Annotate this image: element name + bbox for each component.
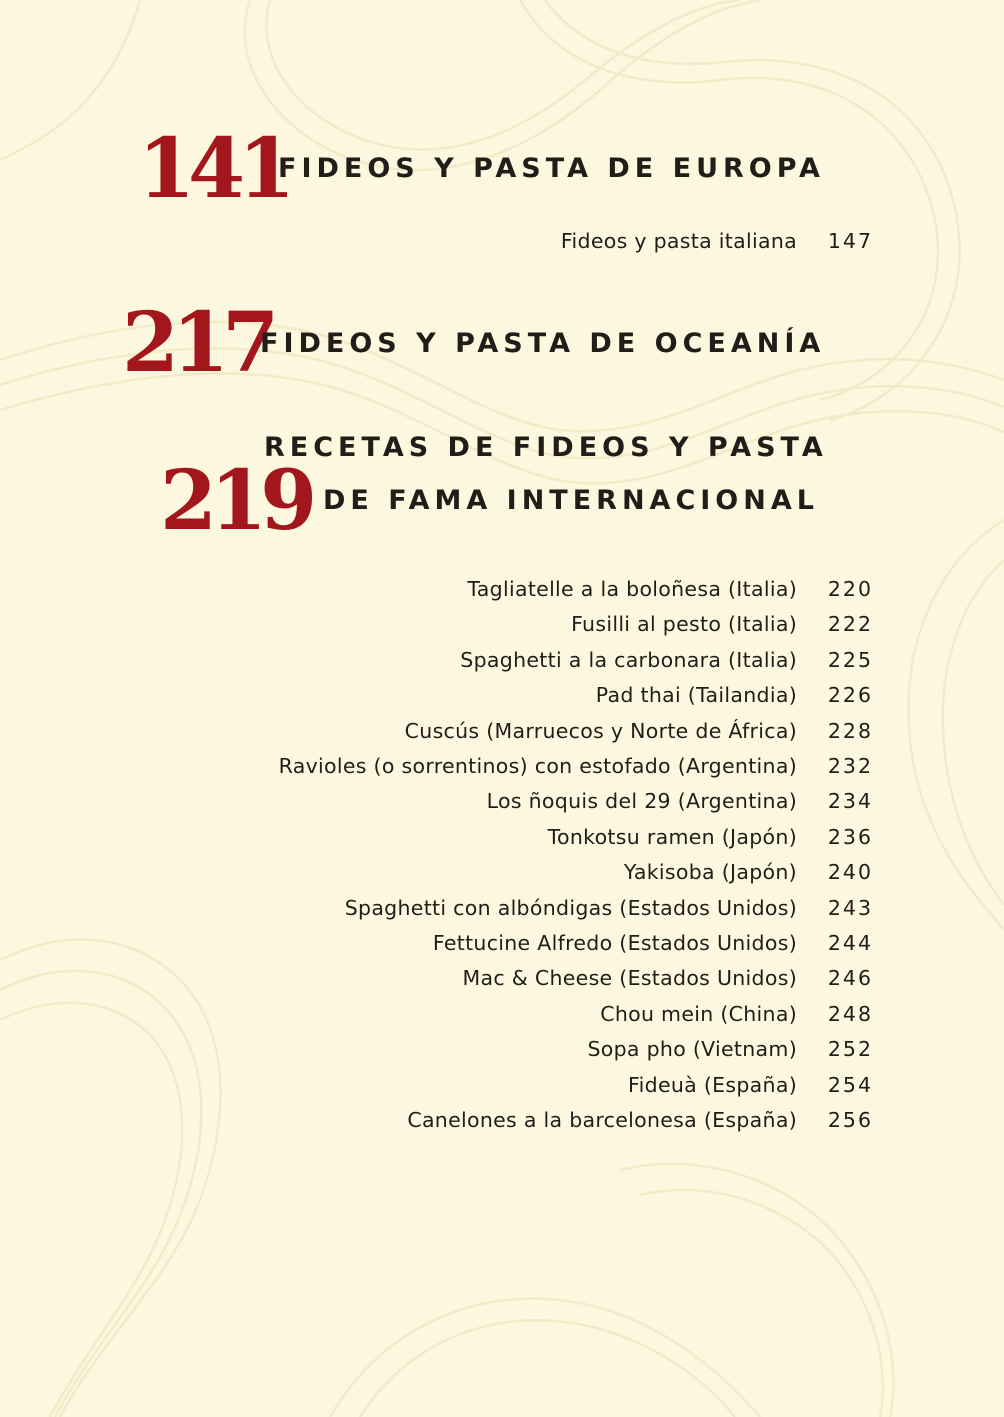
toc-entry-page: 246 <box>827 966 873 990</box>
toc-entry[interactable] <box>433 928 873 958</box>
section-title: FIDEOS Y PASTA DE OCEANÍA <box>260 328 826 359</box>
toc-entry-label: Mac & Cheese (Estados Unidos) <box>462 966 797 990</box>
toc-entry-page: 252 <box>827 1037 873 1061</box>
toc-entry-label: Tonkotsu ramen (Japón) <box>547 825 797 849</box>
toc-entry-label: Tagliatelle a la boloñesa (Italia) <box>467 577 797 601</box>
toc-entry-label: Spaghetti con albóndigas (Estados Unidos) <box>344 896 797 920</box>
toc-entry-label: Fideos y pasta italiana <box>560 229 797 253</box>
toc-entry[interactable] <box>624 857 873 887</box>
toc-entry[interactable] <box>600 999 873 1029</box>
toc-entry-label: Fideuà (España) <box>628 1073 797 1097</box>
toc-entry[interactable] <box>460 645 873 675</box>
toc-entry-page: 225 <box>827 648 873 672</box>
section-number: 217 <box>122 295 273 391</box>
toc-entry-label: Fusilli al pesto (Italia) <box>571 612 797 636</box>
toc-entry-page: 244 <box>827 931 873 955</box>
toc-entry[interactable] <box>587 1034 873 1064</box>
toc-entry-page: 236 <box>827 825 873 849</box>
toc-entry-page: 243 <box>827 896 873 920</box>
toc-entry-label: Yakisoba (Japón) <box>623 860 797 884</box>
toc-entry-label: Canelones a la barcelonesa (España) <box>407 1108 797 1132</box>
toc-entry-label: Sopa pho (Vietnam) <box>587 1037 797 1061</box>
section-title: FIDEOS Y PASTA DE EUROPA <box>278 153 825 184</box>
toc-entry[interactable] <box>628 1070 873 1100</box>
toc-entry[interactable] <box>405 716 873 746</box>
toc-entry-page: 147 <box>827 229 873 253</box>
toc-entry-label: Chou mein (China) <box>600 1002 797 1026</box>
toc-entry[interactable] <box>571 609 873 639</box>
section-number: 141 <box>138 121 289 217</box>
toc-entry-page: 256 <box>827 1108 873 1132</box>
toc-entry-page: 248 <box>827 1002 873 1026</box>
toc-entry-page: 222 <box>827 612 873 636</box>
toc-entry[interactable] <box>467 574 873 604</box>
toc-entry-page: 228 <box>827 719 873 743</box>
toc-entry-label: Spaghetti a la carbonara (Italia) <box>460 648 797 672</box>
toc-entry-page: 220 <box>827 577 873 601</box>
toc-entry[interactable] <box>561 226 873 256</box>
toc-entry-label: Pad thai (Tailandia) <box>595 683 797 707</box>
toc-entry-label: Fettucine Alfredo (Estados Unidos) <box>432 931 797 955</box>
toc-entry-label: Cuscús (Marruecos y Norte de África) <box>404 719 797 743</box>
section-number: 219 <box>160 453 311 549</box>
toc-entry-page: 232 <box>827 754 873 778</box>
toc-entry[interactable] <box>407 1105 873 1135</box>
toc-entry[interactable] <box>463 963 874 993</box>
toc-entry-page: 240 <box>827 860 873 884</box>
section-title-line-2: DE FAMA INTERNACIONAL <box>323 485 819 516</box>
toc-entry[interactable] <box>279 751 873 781</box>
toc-entry-label: Los ñoquis del 29 (Argentina) <box>486 789 797 813</box>
toc-entry-page: 234 <box>827 789 873 813</box>
toc-entry[interactable] <box>487 786 873 816</box>
toc-entry-page: 226 <box>827 683 873 707</box>
toc-entry-label: Ravioles (o sorrentinos) con estofado (Argentina) <box>278 754 797 778</box>
toc-entry-page: 254 <box>827 1073 873 1097</box>
toc-entry[interactable] <box>548 822 873 852</box>
toc-entry[interactable] <box>596 680 873 710</box>
section-title-line-1: RECETAS DE FIDEOS Y PASTA <box>264 432 828 463</box>
toc-entry[interactable] <box>345 893 873 923</box>
